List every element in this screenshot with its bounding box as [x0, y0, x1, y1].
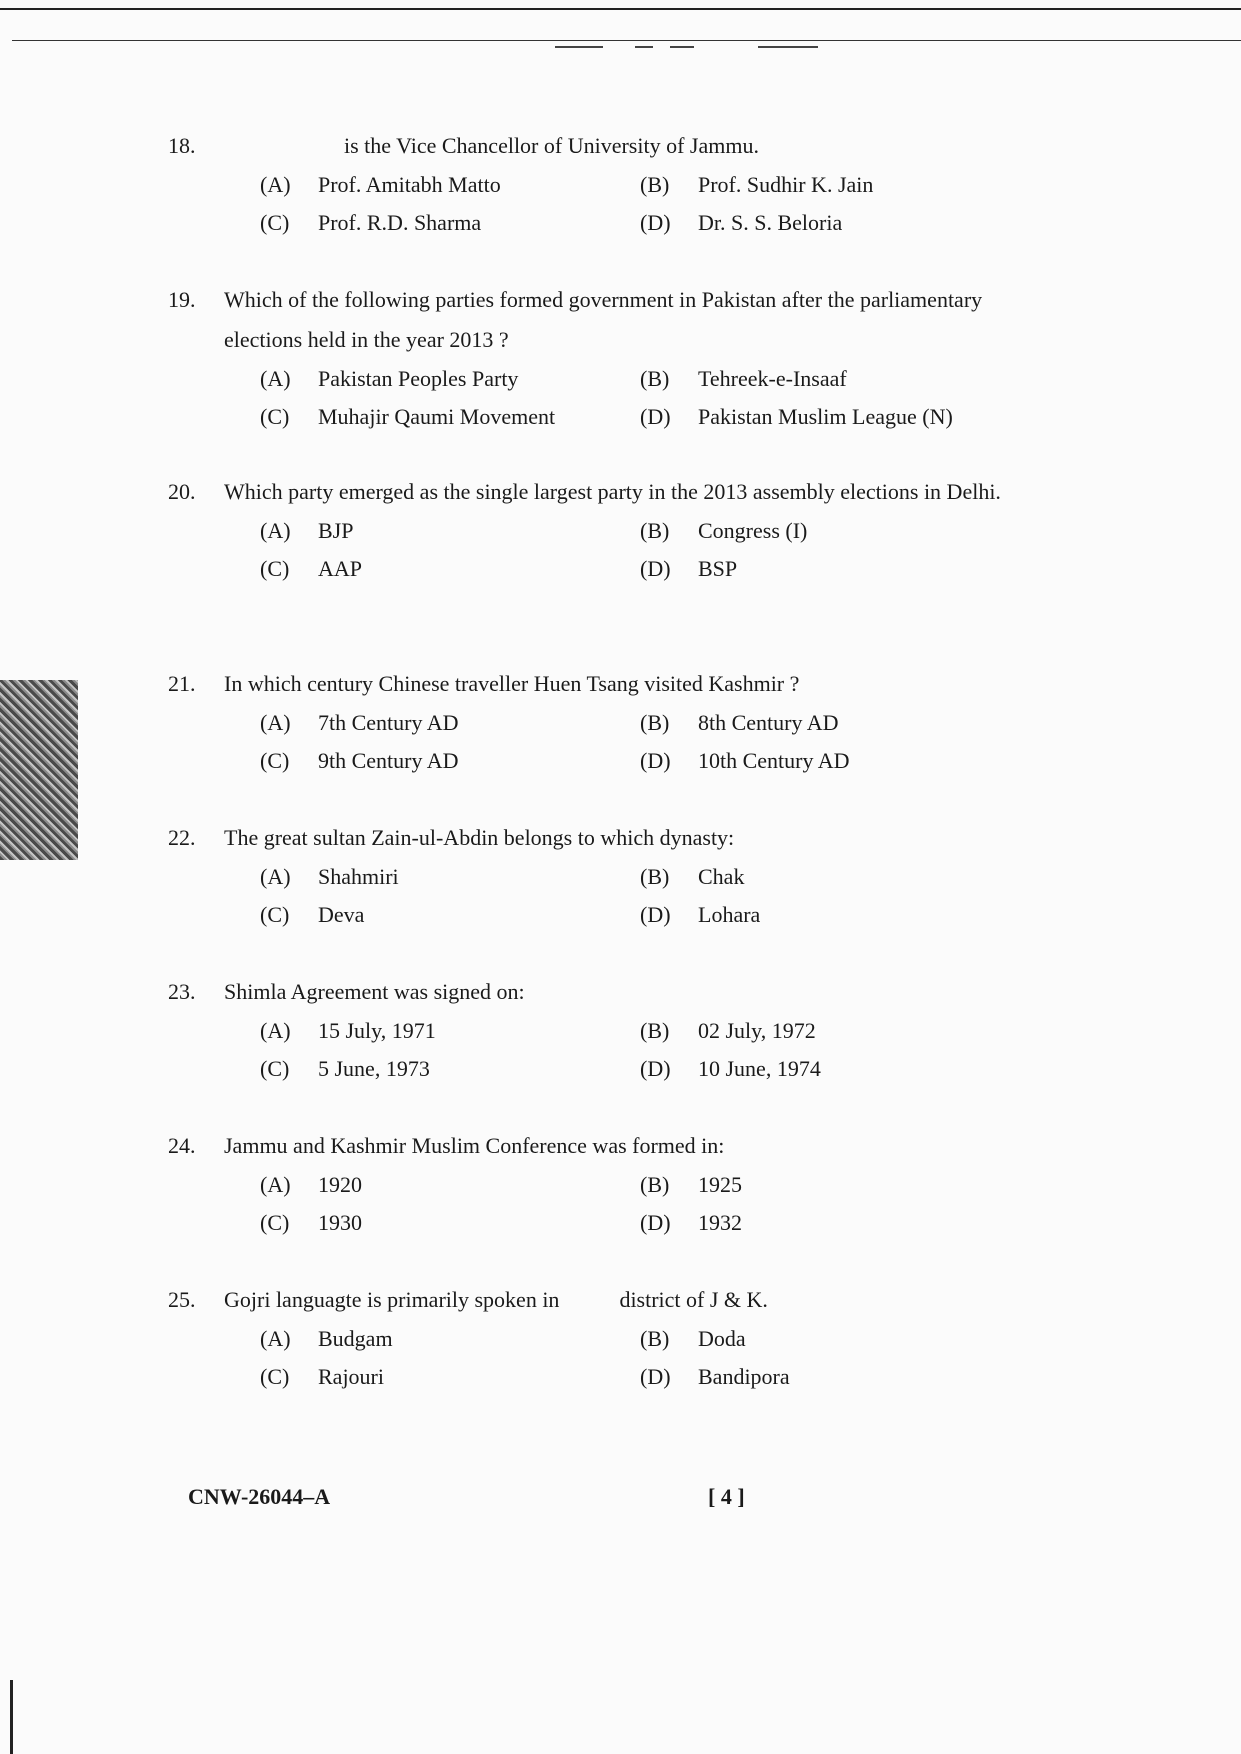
question-number: 18.: [168, 133, 196, 158]
question-text: In which century Chinese traveller Huen Tsang visited Kashmir ?: [224, 671, 800, 696]
option-text: Pakistan Peoples Party: [318, 366, 519, 391]
option-text: BSP: [698, 556, 738, 581]
question-text: The great sultan Zain-ul-Abdin belongs to which dynasty:: [224, 825, 735, 850]
option-key: (B): [640, 1018, 670, 1043]
option-key: (A): [260, 1018, 291, 1043]
option-c: [260, 204, 640, 242]
option-text: Chak: [698, 864, 745, 889]
option-key: (A): [260, 1172, 291, 1197]
option-text: 02 July, 1972: [698, 1018, 816, 1043]
option-text: Prof. Sudhir K. Jain: [698, 172, 874, 197]
option-text: 5 June, 1973: [318, 1056, 430, 1081]
option-key: (C): [260, 210, 290, 235]
top-rule: [0, 8, 1241, 10]
top-rule-secondary: [12, 40, 1241, 41]
option-text: Rajouri: [318, 1364, 384, 1389]
option-text: 1932: [698, 1210, 742, 1235]
options: [260, 858, 1028, 934]
option-text: Prof. Amitabh Matto: [318, 172, 501, 197]
option-key: (C): [260, 748, 290, 773]
option-b: [640, 360, 1020, 398]
option-d: [640, 204, 1020, 242]
question-21: [168, 664, 1028, 780]
option-a: [260, 704, 640, 742]
question-number: 22.: [168, 825, 196, 850]
options: [260, 360, 1028, 436]
page-number: [ 4 ]: [708, 1484, 745, 1509]
question-text: Shimla Agreement was signed on:: [224, 979, 525, 1004]
option-d: [640, 742, 1020, 780]
option-text: Shahmiri: [318, 864, 399, 889]
question-text: Gojri languagte is primarily spoken in: [224, 1287, 560, 1312]
question-19: [168, 280, 1028, 436]
option-text: 7th Century AD: [318, 710, 459, 735]
option-c: [260, 1204, 640, 1242]
option-key: (C): [260, 1210, 290, 1235]
option-c: [260, 550, 640, 588]
option-key: (D): [640, 210, 671, 235]
option-b: [640, 704, 1020, 742]
option-d: [640, 398, 1020, 436]
option-key: (B): [640, 518, 670, 543]
option-text: Lohara: [698, 902, 761, 927]
option-a: [260, 512, 640, 550]
option-key: (B): [640, 172, 670, 197]
option-key: (C): [260, 1364, 290, 1389]
question-25: [168, 1280, 1028, 1396]
option-text: Prof. R.D. Sharma: [318, 210, 482, 235]
option-text: 1930: [318, 1210, 362, 1235]
option-key: (A): [260, 1326, 291, 1351]
question-20: [168, 472, 1028, 588]
option-text: Congress (I): [698, 518, 808, 543]
option-a: [260, 166, 640, 204]
option-d: [640, 550, 1020, 588]
option-key: (A): [260, 864, 291, 889]
option-b: [640, 1166, 1020, 1204]
paper-code: CNW-26044–A: [188, 1484, 331, 1509]
option-key: (D): [640, 404, 671, 429]
dash-mark: [670, 46, 694, 48]
option-text: Dr. S. S. Beloria: [698, 210, 843, 235]
question-number: 24.: [168, 1133, 196, 1158]
option-key: (D): [640, 1364, 671, 1389]
option-text: Doda: [698, 1326, 746, 1351]
option-key: (C): [260, 1056, 290, 1081]
question-22: [168, 818, 1028, 934]
option-text: Bandipora: [698, 1364, 790, 1389]
option-key: (D): [640, 556, 671, 581]
option-key: (A): [260, 710, 291, 735]
option-key: (D): [640, 902, 671, 927]
question-number: 19.: [168, 287, 196, 312]
option-key: (A): [260, 518, 291, 543]
dash-mark: [758, 46, 818, 48]
option-key: (A): [260, 172, 291, 197]
question-text-end: district of J & K.: [619, 1287, 768, 1312]
option-b: [640, 166, 1020, 204]
option-text: 1925: [698, 1172, 742, 1197]
question-text: is the Vice Chancellor of University of Jammu.: [344, 133, 759, 158]
option-text: AAP: [318, 556, 363, 581]
option-key: (D): [640, 1210, 671, 1235]
question-23: [168, 972, 1028, 1088]
option-d: [640, 1358, 1020, 1396]
options: [260, 512, 1028, 588]
option-d: [640, 896, 1020, 934]
option-key: (C): [260, 556, 290, 581]
option-c: [260, 1050, 640, 1088]
option-text: Tehreek-e-Insaaf: [698, 366, 847, 391]
option-key: (B): [640, 710, 670, 735]
question-text: Which party emerged as the single largest party in the 2013 assembly elections in Delhi.: [224, 479, 1001, 504]
option-text: BJP: [318, 518, 354, 543]
option-key: (D): [640, 1056, 671, 1081]
option-a: [260, 1166, 640, 1204]
option-a: [260, 360, 640, 398]
option-b: [640, 858, 1020, 896]
option-key: (B): [640, 366, 670, 391]
options: [260, 166, 1028, 242]
option-key: (C): [260, 404, 290, 429]
question-text: Jammu and Kashmir Muslim Conference was formed in:: [224, 1133, 725, 1158]
option-c: [260, 896, 640, 934]
option-text: 1920: [318, 1172, 362, 1197]
question-24: [168, 1126, 1028, 1242]
dash-mark: [635, 46, 653, 48]
option-b: [640, 512, 1020, 550]
options: [260, 1166, 1028, 1242]
option-b: [640, 1320, 1020, 1358]
option-b: [640, 1012, 1020, 1050]
option-key: (C): [260, 902, 290, 927]
option-a: [260, 858, 640, 896]
options: [260, 1320, 1028, 1396]
option-key: (D): [640, 748, 671, 773]
option-d: [640, 1204, 1020, 1242]
option-d: [640, 1050, 1020, 1088]
option-key: (B): [640, 864, 670, 889]
option-text: 9th Century AD: [318, 748, 459, 773]
question-number: 21.: [168, 671, 196, 696]
option-text: Muhajir Qaumi Movement: [318, 404, 556, 429]
option-text: 8th Century AD: [698, 710, 839, 735]
option-text: 10th Century AD: [698, 748, 850, 773]
question-18: [168, 126, 1028, 242]
option-text: 15 July, 1971: [318, 1018, 436, 1043]
dash-mark: [555, 46, 603, 48]
option-text: Pakistan Muslim League (N): [698, 404, 953, 429]
option-c: [260, 398, 640, 436]
scan-line-artifact: [10, 1680, 13, 1754]
question-text: Which of the following parties formed government in Pakistan after the parliamentary elections held in the year 2013 ?: [224, 287, 983, 352]
option-key: (B): [640, 1172, 670, 1197]
option-c: [260, 742, 640, 780]
option-key: (A): [260, 366, 291, 391]
option-text: Deva: [318, 902, 365, 927]
option-key: (B): [640, 1326, 670, 1351]
options: [260, 704, 1028, 780]
options: [260, 1012, 1028, 1088]
question-number: 23.: [168, 979, 196, 1004]
option-text: Budgam: [318, 1326, 393, 1351]
option-a: [260, 1320, 640, 1358]
option-c: [260, 1358, 640, 1396]
question-number: 20.: [168, 479, 196, 504]
question-number: 25.: [168, 1287, 196, 1312]
option-a: [260, 1012, 640, 1050]
option-text: 10 June, 1974: [698, 1056, 821, 1081]
scan-artifact: [0, 680, 78, 860]
